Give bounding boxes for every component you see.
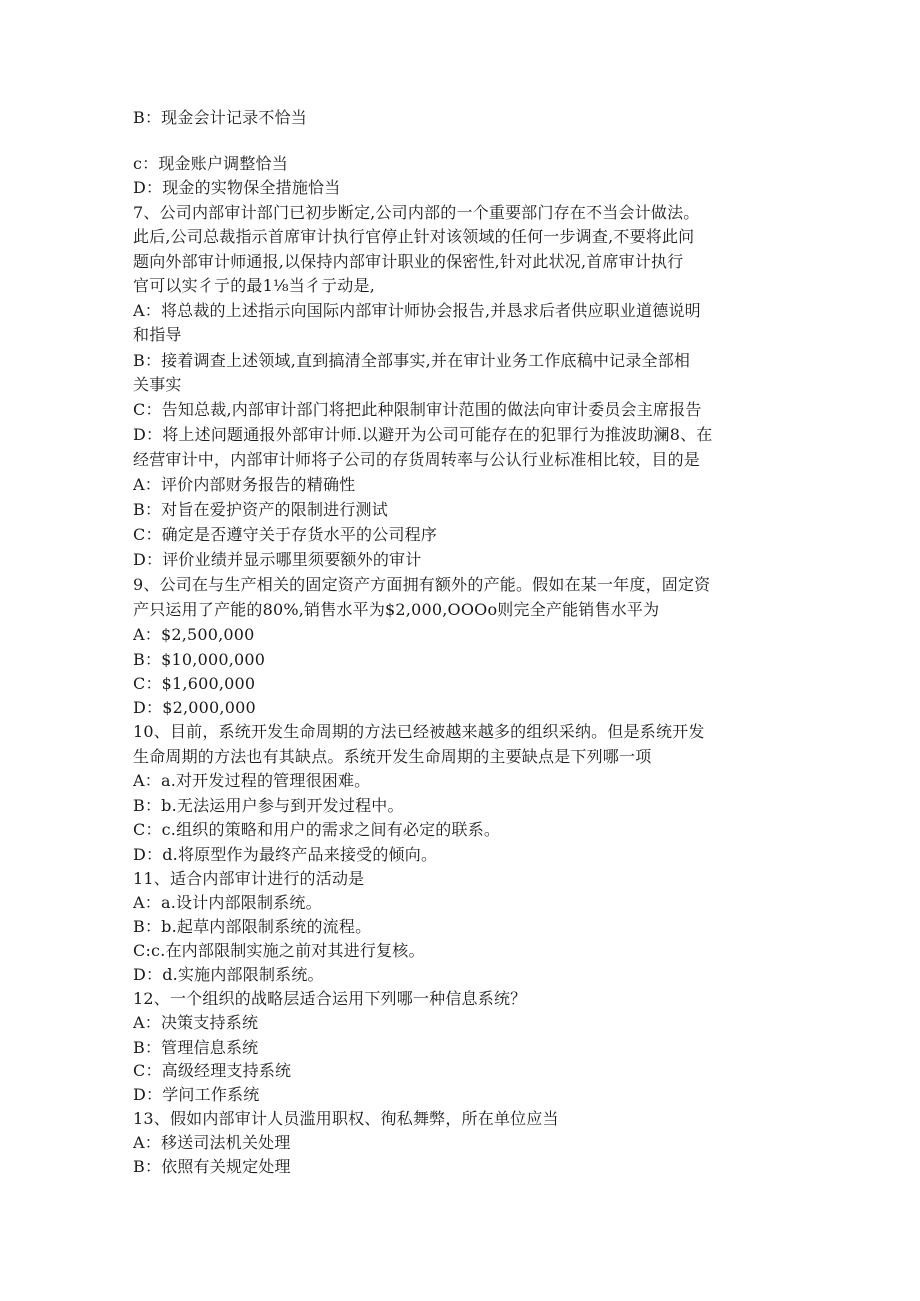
option-d-line: D：学问工作系统 xyxy=(133,1085,260,1104)
question-7-line-2: 此后,公司总裁指示首席审计执行官停止针对该领域的任何一步调查,不要将此问 xyxy=(133,227,695,246)
option-d-line: D：$2,000,000 xyxy=(133,698,256,717)
option-a-line: A：移送司法机关处理 xyxy=(133,1133,291,1152)
option-d-line: D：现金的实物保全措施恰当 xyxy=(133,178,341,197)
option-b-line: B：现金会计记录不恰当 xyxy=(133,108,307,127)
option-a-line: A：将总裁的上述指示向国际内部审计师协会报告,并恳求后者供应职业道德说明 xyxy=(133,301,701,320)
question-10-line-2: 生命周期的方法也有其缺点。系统开发生命周期的主要缺点是下列哪一项 xyxy=(133,747,652,766)
question-12-line: 12、一个组织的战略层适合运用下列哪一种信息系统？ xyxy=(133,989,527,1008)
option-c-line: c：现金账户调整恰当 xyxy=(133,154,288,173)
option-a-line: A：评价内部财务报告的精确性 xyxy=(133,475,356,494)
question-10-line-1: 10、目前，系统开发生命周期的方法已经被越来越多的组织采纳。但是系统开发 xyxy=(133,722,705,741)
option-a-line: A：$2,500,000 xyxy=(133,625,255,644)
question-9-line-1: 9、公司在与生产相关的固定资产方面拥有额外的产能。假如在某一年度，固定资 xyxy=(133,575,711,594)
option-b-line: B：接着调查上述领域,直到搞清全部事实,并在审计业务工作底稿中记录全部相 xyxy=(133,351,691,370)
question-7-line-3: 题向外部审计师通报,以保持内部审计职业的保密性,针对此状况,首席审计执行 xyxy=(133,252,684,271)
question-7-line-1: 7、公司内部审计部门已初步断定,公司内部的一个重要部门存在不当会计做法。 xyxy=(133,203,700,222)
option-b-line: B：b.起草内部限制系统的流程。 xyxy=(133,917,372,936)
option-a-line: A：决策支持系统 xyxy=(133,1013,259,1032)
option-a-line: A：a.对开发过程的管理很困难。 xyxy=(133,771,371,790)
option-a-line: A：a.设计内部限制系统。 xyxy=(133,893,322,912)
option-c-line: C：高级经理支持系统 xyxy=(133,1061,292,1080)
option-c-line: C：告知总裁,内部审计部门将把此种限制审计范围的做法向审计委员会主席报告 xyxy=(133,400,702,419)
option-d-line: D：将上述问题通报外部审计师.以避开为公司可能存在的犯罪行为推波助澜8、在 xyxy=(133,425,713,444)
option-b-line-cont: 关事实 xyxy=(133,375,182,394)
option-b-line: B：$10,000,000 xyxy=(133,650,266,669)
option-b-line: B：管理信息系统 xyxy=(133,1038,259,1057)
option-b-line: B：依照有关规定处理 xyxy=(133,1157,291,1176)
question-11-line: 11、适合内部审计进行的活动是 xyxy=(133,869,365,888)
option-c-line: C：确定是否遵守关于存货水平的公司程序 xyxy=(133,525,438,544)
question-9-line-2: 产只运用了产能的80%,销售水平为$2,000,OOOo则完全产能销售水平为 xyxy=(133,600,660,619)
option-d-line: D：评价业绩并显示哪里须要额外的审计 xyxy=(133,550,422,569)
option-c-line: C：$1,600,000 xyxy=(133,674,256,693)
question-8-line: 经营审计中，内部审计师将子公司的存货周转率与公认行业标准相比较，目的是 xyxy=(133,450,701,469)
question-13-line: 13、假如内部审计人员滥用职权、徇私舞弊，所在单位应当 xyxy=(133,1109,559,1128)
option-c-line: C:c.在内部限制实施之前对其进行复核。 xyxy=(133,941,425,960)
option-d-line: D：d.将原型作为最终产品来接受的倾向。 xyxy=(133,845,438,864)
option-a-line-cont: 和指导 xyxy=(133,325,182,344)
option-b-line: B：对旨在爱护资产的限制进行测试 xyxy=(133,500,388,519)
option-b-line: B：b.无法运用户参与到开发过程中。 xyxy=(133,796,404,815)
question-7-line-4: 官可以实彳亍的最1⅛当彳亍动是, xyxy=(133,276,375,295)
option-c-line: C：c.组织的策略和用户的需求之间有必定的联系。 xyxy=(133,820,501,839)
option-d-line: D：d.实施内部限制系统。 xyxy=(133,965,324,984)
